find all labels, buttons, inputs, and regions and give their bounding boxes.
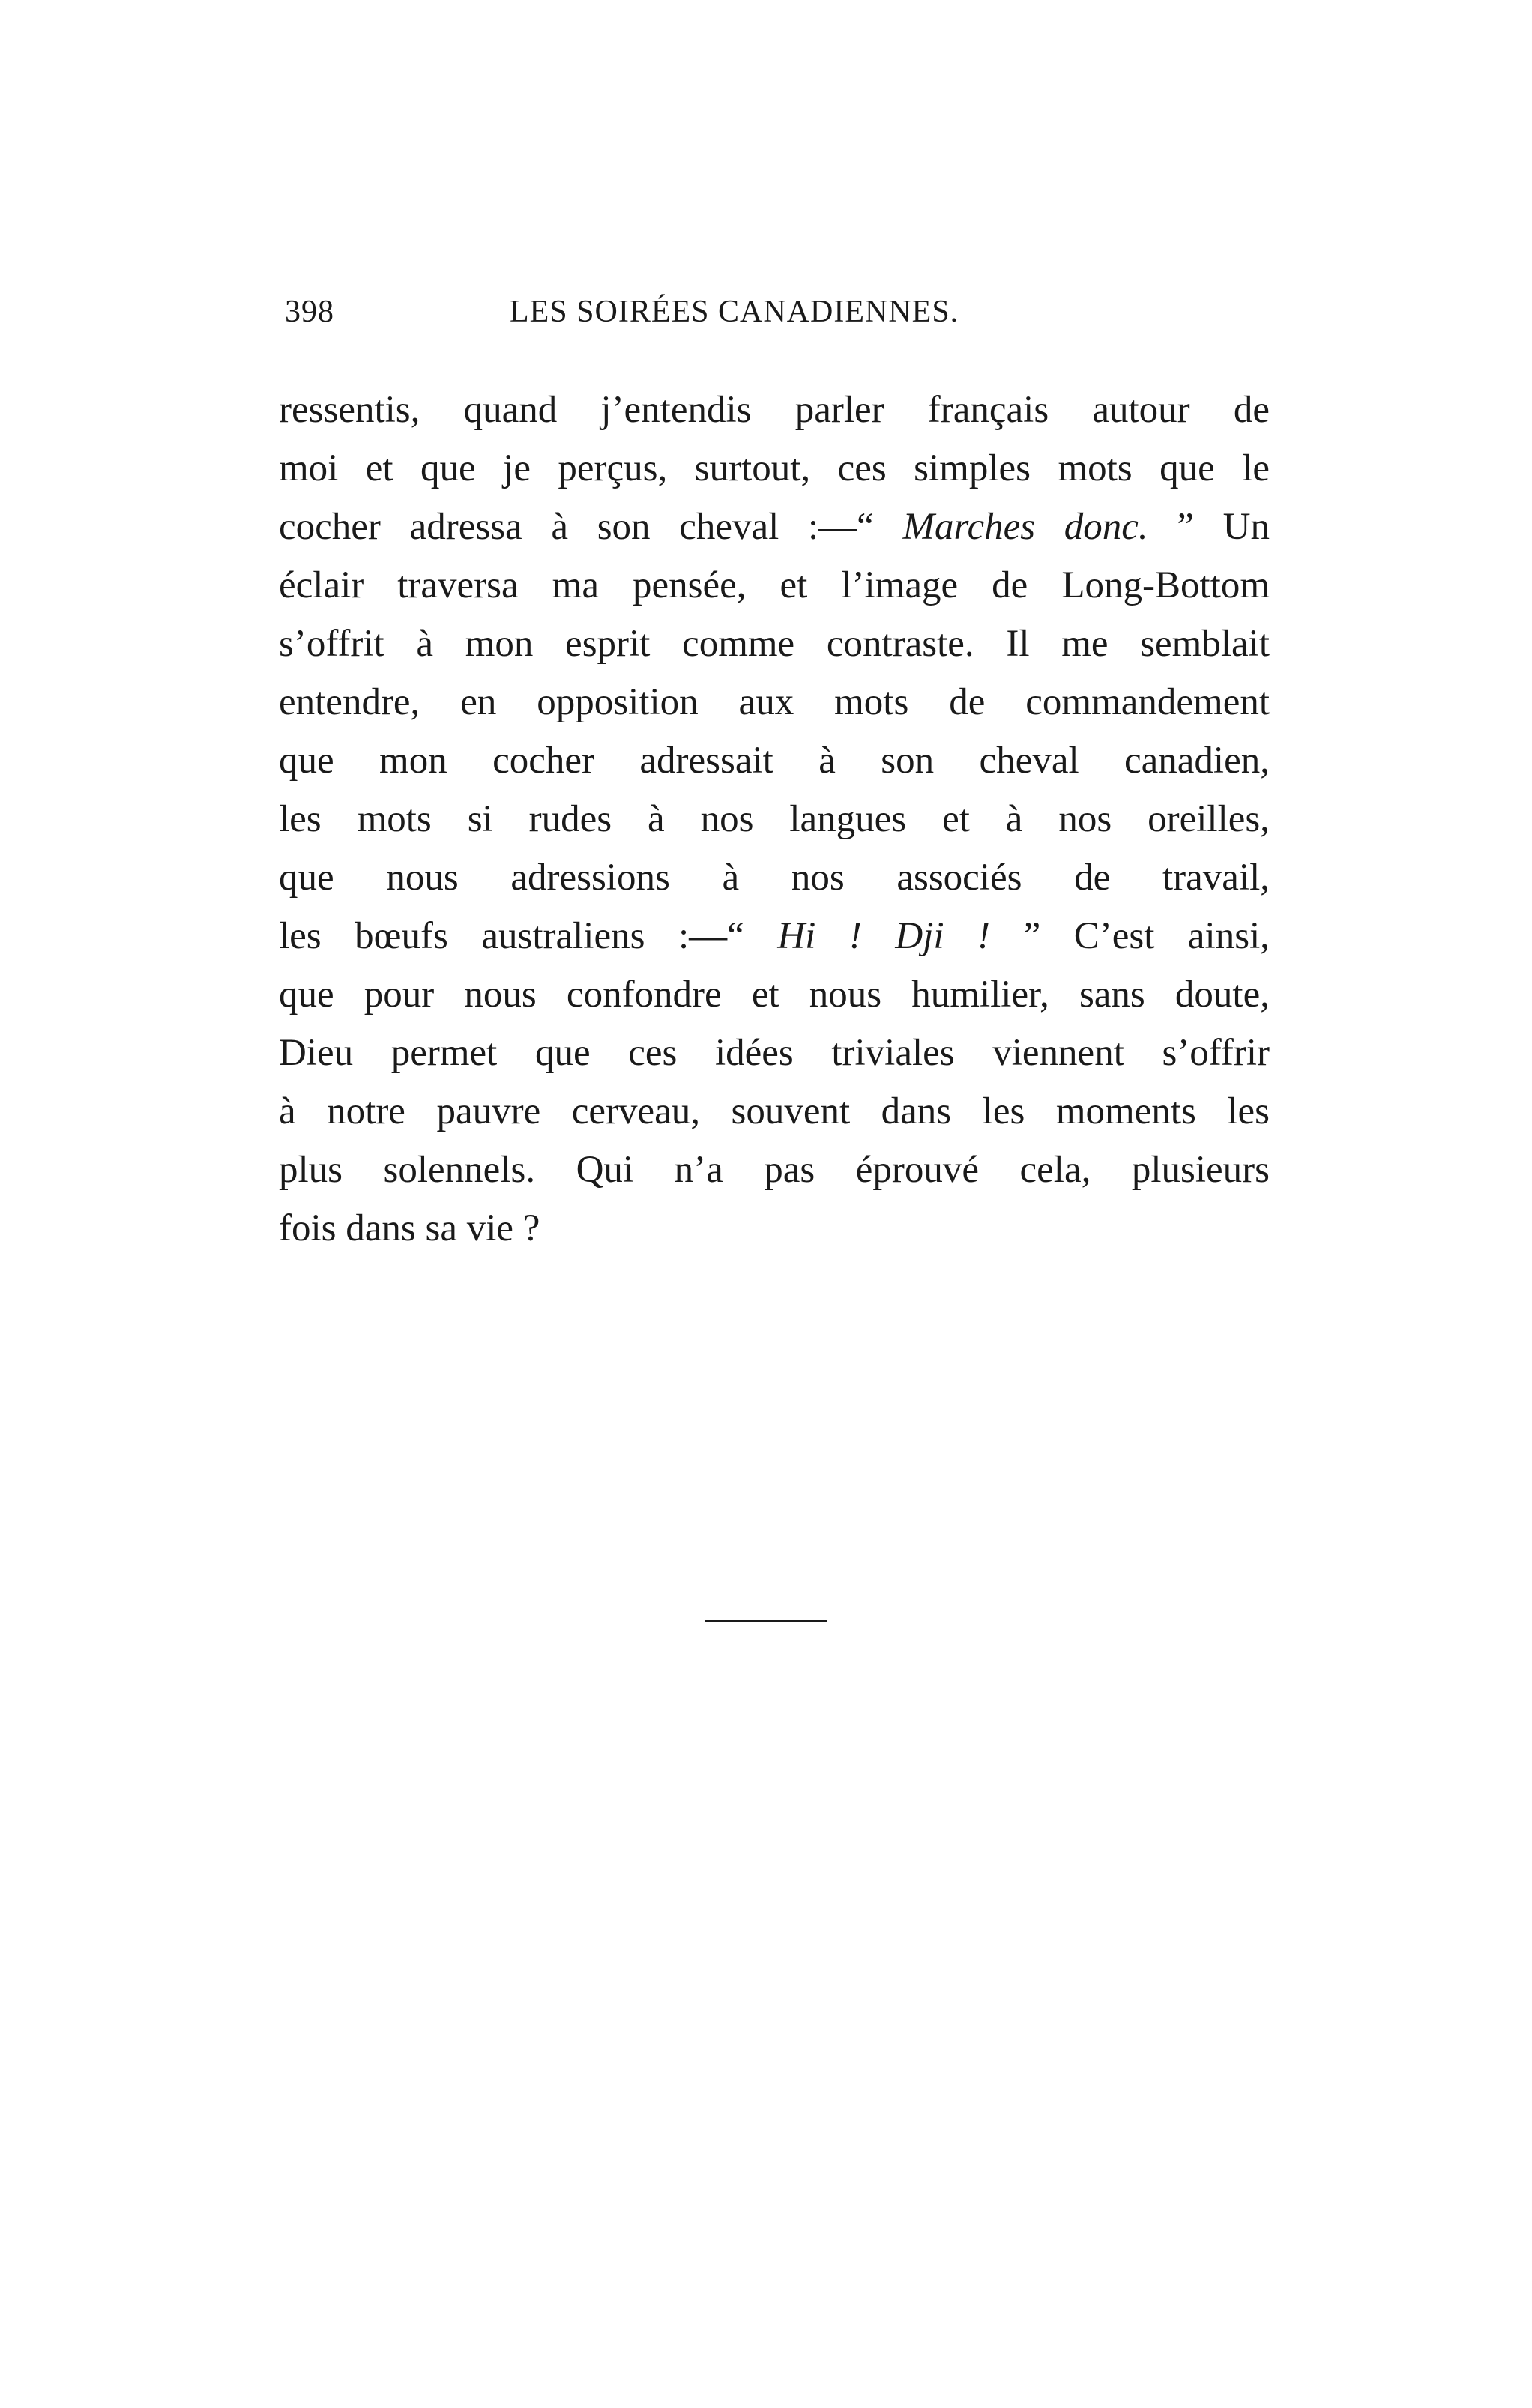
text-line: que mon cocher adressait à son cheval canadien, <box>279 740 1270 782</box>
text-line: s’offrit à mon esprit comme contraste. Il me semblait <box>279 623 1270 665</box>
text-line: les bœufs australiens :—“ Hi ! Dji ! ” C’est ainsi, <box>279 915 1270 957</box>
text-line: moi et que je perçus, surtout, ces simples mots que le <box>279 447 1270 489</box>
text-line: que pour nous confondre et nous humilier, sans doute, <box>279 974 1270 1016</box>
text-line: à notre pauvre cerveau, souvent dans les moments les <box>279 1090 1270 1132</box>
running-head <box>285 294 1267 339</box>
text-line: fois dans sa vie ? <box>279 1207 540 1249</box>
text-line: que nous adressions à nos associés de travail, <box>279 857 1270 899</box>
text-line: ressentis, quand j’entendis parler français autour de <box>279 389 1270 431</box>
page-number: 398 <box>285 295 334 329</box>
body-text <box>279 381 1270 1258</box>
running-title: LES SOIRÉES CANADIENNES. <box>510 295 959 329</box>
text-line: entendre, en opposition aux mots de commandement <box>279 681 1270 723</box>
end-rule <box>705 1620 827 1622</box>
text-line: les mots si rudes à nos langues et à nos oreilles, <box>279 798 1270 840</box>
text-line: cocher adressa à son cheval :—“ Marches donc. ” Un <box>279 506 1270 548</box>
text-line: éclair traversa ma pensée, et l’image de Long-Bottom <box>279 564 1270 606</box>
text-line: plus solennels. Qui n’a pas éprouvé cela, plusieurs <box>279 1149 1270 1191</box>
text-line: Dieu permet que ces idées triviales viennent s’offrir <box>279 1032 1270 1074</box>
